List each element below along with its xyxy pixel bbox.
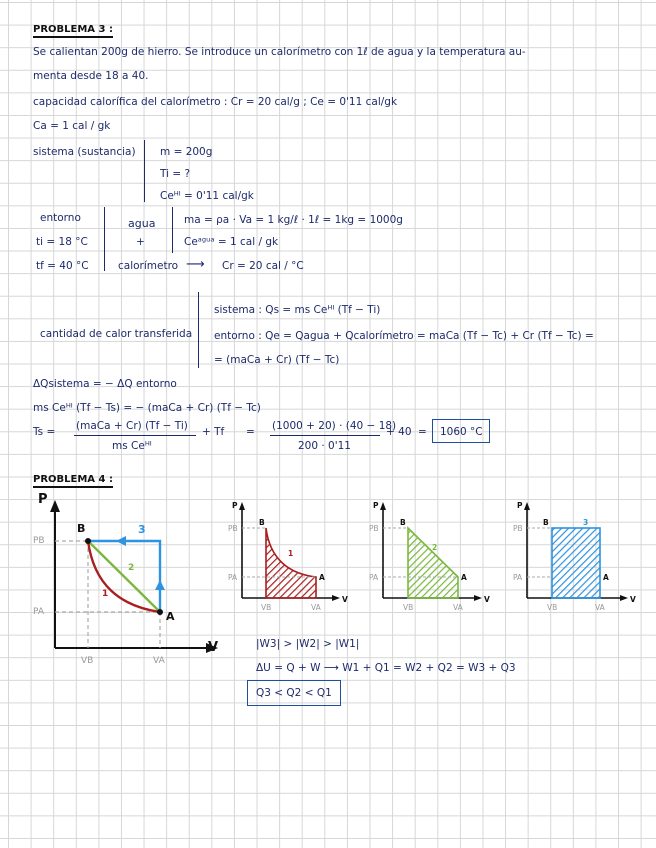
problem-4-title: PROBLEMA 4 : <box>33 474 113 488</box>
heat-sistema-eq: sistema : Qs = ms Ceᴴᴵ (Tf − Ti) <box>214 304 381 316</box>
equals-sign-2: = <box>418 426 427 438</box>
first-law-equation: ΔU = Q + W ⟶ W1 + Q1 = W2 + Q2 = W3 + Q3 <box>256 662 516 674</box>
numeric-denominator: 200 · 0'11 <box>298 440 351 452</box>
problem-3-intro-line-2: menta desde 18 a 40. <box>33 70 149 82</box>
main-va-label: VA <box>153 656 165 666</box>
g3-axis-p-label: P <box>517 501 523 510</box>
ts-lhs: Ts = <box>33 426 56 438</box>
agua-label: agua <box>128 217 156 230</box>
g2-pa-label: PA <box>369 573 379 582</box>
sistema-specific-heat: Ceᴴᴵ = 0'11 cal/gk <box>160 190 254 202</box>
g1-axis-p-label: P <box>232 501 238 510</box>
g2-area-path-2 <box>408 528 458 598</box>
g2-axis-p-label: P <box>373 501 379 510</box>
calorimetro-label: calorímetro <box>118 260 179 272</box>
point-b <box>85 538 91 544</box>
g3-v-arrowhead <box>620 595 628 601</box>
plus-tf: + Tf <box>202 426 225 438</box>
arrow-icon: ⟶ <box>186 257 205 272</box>
final-temperature: tf = 40 °C <box>36 260 89 272</box>
g1-path-label: 1 <box>288 549 294 558</box>
main-axis-p-label: P <box>38 492 48 507</box>
g3-path-label: 3 <box>583 518 589 527</box>
main-vb-label: VB <box>81 656 94 666</box>
g1-vb-label: VB <box>261 603 272 612</box>
equals-sign: = <box>246 426 255 438</box>
g3-va-label: VA <box>595 603 605 612</box>
sistema-label: sistema (sustancia) <box>33 146 136 158</box>
g1-point-b-label: B <box>259 518 265 527</box>
g2-point-b-label: B <box>400 518 406 527</box>
g2-vb-label: VB <box>403 603 414 612</box>
entorno-label: entorno <box>40 212 81 224</box>
plus-sign: + <box>136 236 145 248</box>
result-value: 1060 °C <box>440 426 483 438</box>
path-3-up-arrow <box>155 580 165 590</box>
balance-expanded: ms Ceᴴᴵ (Tf − Ts) = − (maCa + Cr) (Tf − Tc) <box>33 402 261 414</box>
g3-point-a-label: A <box>603 573 609 582</box>
main-path-1-label: 1 <box>102 589 109 599</box>
main-p-axis-arrowhead <box>50 500 60 512</box>
main-path-3-label: 3 <box>138 523 146 536</box>
g3-area-path-3 <box>552 528 600 598</box>
g3-axis-v-label: V <box>630 595 636 604</box>
g1-va-label: VA <box>311 603 321 612</box>
g2-v-arrowhead <box>474 595 482 601</box>
g3-pb-label: PB <box>513 524 523 533</box>
calorimeter-capacity-line: capacidad calorífica del calorímetro : Cr = 20 cal/g ; Ce = 0'11 cal/gk <box>33 96 398 108</box>
fraction-denominator: ms Ceᴴᴵ <box>112 440 152 452</box>
fraction-numerator: (maCa + Cr) (Tf − Ti) <box>76 420 188 432</box>
water-specific-heat: Ceᵃᵍᵘᵃ = 1 cal / gk <box>184 236 279 248</box>
heat-transferred-label: cantidad de calor transferida <box>40 328 193 340</box>
initial-temperature: ti = 18 °C <box>36 236 88 248</box>
g1-area-path-1 <box>266 528 316 598</box>
g2-pb-label: PB <box>369 524 379 533</box>
g2-va-label: VA <box>453 603 463 612</box>
point-a <box>157 609 163 615</box>
g2-path-label: 2 <box>432 543 438 552</box>
sistema-initial-temp: Ti = ? <box>160 168 191 180</box>
heat-inequality: Q3 < Q2 < Q1 <box>256 687 332 699</box>
main-axis-v-label: V <box>208 640 219 655</box>
main-pb-label: PB <box>33 536 45 546</box>
g3-vb-label: VB <box>547 603 558 612</box>
g3-pa-label: PA <box>513 573 523 582</box>
calorimeter-capacity: Cr = 20 cal / °C <box>222 260 304 272</box>
numeric-numerator: (1000 + 20) · (40 − 18) <box>272 420 397 432</box>
plus-40: + 40 <box>386 426 412 438</box>
heat-entorno-eq-cont: = (maCa + Cr) (Tf − Tc) <box>214 354 340 366</box>
g1-pa-label: PA <box>228 573 238 582</box>
work-inequality: |W3| > |W2| > |W1| <box>256 638 360 650</box>
main-path-2-label: 2 <box>128 563 135 573</box>
main-point-b-label: B <box>77 522 86 535</box>
g2-axis-v-label: V <box>484 595 490 604</box>
g3-point-b-label: B <box>543 518 549 527</box>
energy-balance: ΔQsistema = − ΔQ entorno <box>33 378 177 390</box>
g1-point-a-label: A <box>319 573 325 582</box>
water-specific-heat-line: Ca = 1 cal / gk <box>33 120 111 132</box>
main-pa-label: PA <box>33 607 45 617</box>
g1-v-arrowhead <box>332 595 340 601</box>
heat-entorno-eq: entorno : Qe = Qagua + Qcalorímetro = maCa (Tf − Tc) + Cr (Tf − Tc) = <box>214 330 594 342</box>
main-point-a-label: A <box>166 610 175 623</box>
problem-3-title: PROBLEMA 3 : <box>33 24 113 38</box>
g2-p-arrowhead <box>380 502 386 510</box>
path-3-left-arrow <box>116 536 126 546</box>
water-mass-calc: ma = ρa · Va = 1 kg/ℓ · 1ℓ = 1kg = 1000g <box>184 214 403 226</box>
g1-axis-v-label: V <box>342 595 348 604</box>
g1-p-arrowhead <box>239 502 245 510</box>
g3-p-arrowhead <box>524 502 530 510</box>
sistema-mass: m = 200g <box>160 146 213 158</box>
problem-3-intro-line-1: Se calientan 200g de hierro. Se introduce un calorímetro con 1ℓ de agua y la temperatura au- <box>33 46 526 58</box>
g2-point-a-label: A <box>461 573 467 582</box>
g1-pb-label: PB <box>228 524 238 533</box>
